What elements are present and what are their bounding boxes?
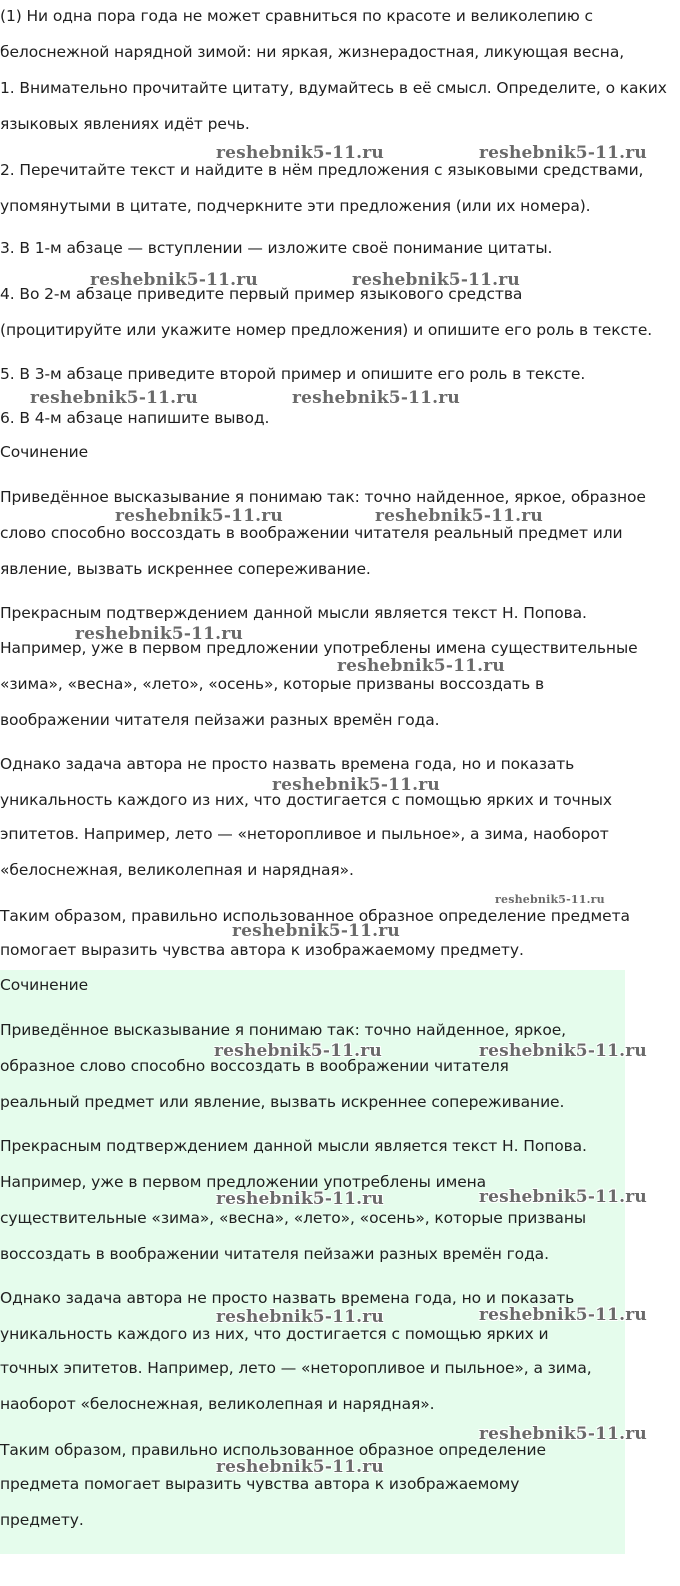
- watermark: reshebnik5-11.ru: [479, 1305, 647, 1325]
- essay-line: уникальность каждого из них, что достигается с помощью ярких и: [0, 1325, 549, 1343]
- essay-line: воссоздать в воображении читателя пейзажи разных времён года.: [0, 1245, 549, 1263]
- task-6-line: 6. В 4-м абзаце напишите вывод.: [0, 409, 270, 427]
- text-line: (1) Ни одна пора года не может сравниться по красоте и великолепию с: [0, 7, 593, 25]
- task-5-line: 5. В 3-м абзаце приведите второй пример и опишите его роль в тексте.: [0, 365, 586, 383]
- watermark: reshebnik5-11.ru: [292, 388, 460, 408]
- essay-line: Прекрасным подтверждением данной мысли является текст Н. Попова.: [0, 1137, 587, 1155]
- watermark: reshebnik5-11.ru: [272, 775, 440, 795]
- essay-line: точных эпитетов. Например, лето — «неторопливое и пыльное», а зима,: [0, 1359, 592, 1377]
- task-4-line: (процитируйте или укажите номер предложения) и опишите его роль в тексте.: [0, 321, 653, 339]
- watermark: reshebnik5-11.ru: [375, 506, 543, 526]
- watermark: reshebnik5-11.ru: [479, 143, 647, 163]
- watermark: reshebnik5-11.ru: [495, 893, 605, 906]
- essay-line: Например, уже в первом предложении употреблены имена: [0, 1173, 487, 1191]
- task-1-line: языковых явлениях идёт речь.: [0, 115, 250, 133]
- watermark: reshebnik5-11.ru: [90, 270, 258, 290]
- essay-line: Таким образом, правильно использованное образное определение предмета: [0, 907, 630, 925]
- essay-line: предмету.: [0, 1511, 84, 1529]
- essay-line: существительные «зима», «весна», «лето», «осень», которые призваны: [0, 1209, 587, 1227]
- essay-line: Например, уже в первом предложении употреблены имена существительные: [0, 639, 638, 657]
- watermark: reshebnik5-11.ru: [479, 1041, 647, 1061]
- task-2-line: 2. Перечитайте текст и найдите в нём предложения с языковыми средствами,: [0, 161, 644, 179]
- task-2-line: упомянутыми в цитате, подчеркните эти предложения (или их номера).: [0, 197, 591, 215]
- watermark: reshebnik5-11.ru: [216, 1307, 384, 1327]
- section-heading: Сочинение: [0, 976, 89, 994]
- watermark: reshebnik5-11.ru: [479, 1424, 647, 1444]
- watermark: reshebnik5-11.ru: [214, 1041, 382, 1061]
- essay-line: Однако задача автора не просто назвать времена года, но и показать: [0, 1289, 575, 1307]
- essay-line: уникальность каждого из них, что достигается с помощью ярких и точных: [0, 791, 612, 809]
- essay-line: слово способно воссоздать в воображении читателя реальный предмет или: [0, 524, 623, 542]
- watermark: reshebnik5-11.ru: [232, 921, 400, 941]
- essay-line: эпитетов. Например, лето — «неторопливое и пыльное», а зима, наоборот: [0, 825, 609, 843]
- task-3-line: 3. В 1-м абзаце — вступлении — изложите своё понимание цитаты.: [0, 239, 553, 257]
- watermark: reshebnik5-11.ru: [30, 388, 198, 408]
- essay-line: Таким образом, правильно использованное образное определение: [0, 1441, 546, 1459]
- section-heading: Сочинение: [0, 443, 89, 461]
- watermark: reshebnik5-11.ru: [216, 1189, 384, 1209]
- essay-line: «белоснежная, великолепная и нарядная».: [0, 861, 354, 879]
- watermark: reshebnik5-11.ru: [352, 270, 520, 290]
- essay-line: предмета помогает выразить чувства автора к изображаемому: [0, 1475, 520, 1493]
- watermark: reshebnik5-11.ru: [115, 506, 283, 526]
- watermark: reshebnik5-11.ru: [216, 1457, 384, 1477]
- task-1-line: 1. Внимательно прочитайте цитату, вдумайтесь в её смысл. Определите, о каких: [0, 79, 667, 97]
- watermark: reshebnik5-11.ru: [479, 1187, 647, 1207]
- watermark: reshebnik5-11.ru: [75, 624, 243, 644]
- watermark: reshebnik5-11.ru: [337, 656, 505, 676]
- essay-line: Прекрасным подтверждением данной мысли является текст Н. Попова.: [0, 604, 587, 622]
- essay-line: воображении читателя пейзажи разных времён года.: [0, 711, 440, 729]
- essay-line: образное слово способно воссоздать в воображении читателя: [0, 1057, 509, 1075]
- essay-line: явление, вызвать искреннее сопереживание.: [0, 560, 371, 578]
- essay-line: Приведённое высказывание я понимаю так: точно найденное, яркое, образное: [0, 488, 646, 506]
- essay-line: помогает выразить чувства автора к изображаемому предмету.: [0, 941, 524, 959]
- text-line: белоснежной нарядной зимой: ни яркая, жизнерадостная, ликующая весна,: [0, 43, 625, 61]
- essay-line: «зима», «весна», «лето», «осень», которые призваны воссоздать в: [0, 675, 545, 693]
- essay-line: реальный предмет или явление, вызвать искреннее сопереживание.: [0, 1093, 565, 1111]
- task-4-line: 4. Во 2-м абзаце приведите первый пример языкового средства: [0, 285, 523, 303]
- essay-line: наоборот «белоснежная, великолепная и нарядная».: [0, 1395, 435, 1413]
- essay-line: Однако задача автора не просто назвать времена года, но и показать: [0, 755, 575, 773]
- essay-line: Приведённое высказывание я понимаю так: точно найденное, яркое,: [0, 1021, 567, 1039]
- watermark: reshebnik5-11.ru: [216, 143, 384, 163]
